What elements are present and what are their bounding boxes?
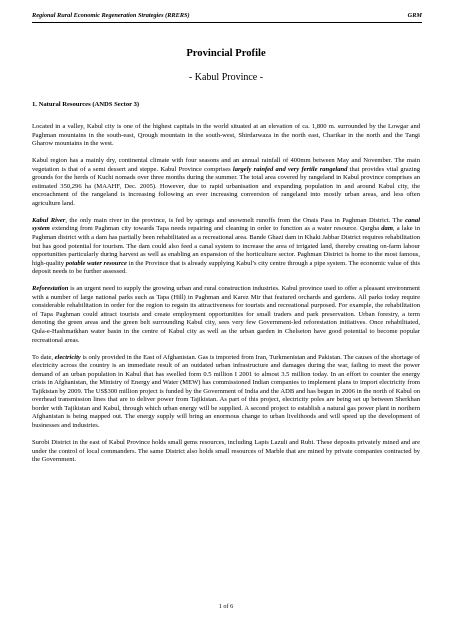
- paragraph-text: is an urgent need to supply the growing urban and rural construction industries. Kabul province used to offer a pleasant environment with a number of large national parks such as Tapa (Hill) in Paghman and Karez Mir that featured orchards and gardens. All parks today require considerable rehabilitation in order for the region to regain its attractiveness for tourists and recreational purposed. For example, the rehabilitation of Tapa Paghman could attract tourists and create employment opportunities for small traders and park preservation. Urban forestry, a term denoting the green areas and the green belt surrounding Kabul city, sees very few Government-led reforestation initiatives. Once rehabilitated, Qula-e-Hashmatkhan water basin in the centre of Kabul city as well as the urban garden in Chelseton have good potential to become popular recreational areas.: [32, 285, 420, 344]
- paragraph-location: [32, 123, 420, 149]
- paragraph-electricity: [32, 354, 420, 431]
- emphasis-dam: dam: [381, 225, 393, 233]
- header-left-text: Regional Rural Economic Regeneration Strategies (RRERS): [32, 12, 190, 19]
- page-subtitle: - Kabul Province -: [188, 72, 264, 83]
- page-number: 1 of 6: [218, 603, 234, 610]
- paragraph-text: that provides vital grazing grounds for the herds of Kuchi nomads over three months during the summer. The total area covered by rangeland in Kabul province comprises an estimated 350,296 ha (MAAHF, Dec. 2005). However, due to rapid urbanisation and expanding population in and around Kabul city, the encroachment of the rangeland is increasing following an ever increasing conversion of rangeland into mostly urban areas, and less often agriculture land.: [32, 165, 420, 207]
- paragraph-text: , a lake in Paghman district with a dam has partially been rehabilitated as a recreational area. Bande Ghazi dam in Khaki Jabbar District requires rehabilitation but has good potential for tourism. The dam could also feed a canal system to increase the area of irrigated land, thereby creating on-farm labour opportunities particularly during harvest as well as enabling an expansion of the horticulture sector. Paghman District is home to the most famous, high-quality: [32, 225, 420, 267]
- paragraph-text: in the Province that is already supplying Kabul’s city centre through a pipe system. The economic value of this deposit needs to be further assessed.: [32, 259, 420, 276]
- paragraph-text: extending from Paghman city towards Tapa needs repairing and cleaning in order to function as a water resource. Qargha: [49, 225, 382, 233]
- emphasis-reforestation: Reforestation: [32, 285, 69, 293]
- emphasis-rangeland: largely rainfed and very fertile rangeland: [232, 165, 348, 173]
- paragraph-text: To date,: [32, 353, 55, 361]
- section-heading: 1. Natural Resources (ANDS Sector 3): [32, 101, 140, 108]
- emphasis-potable-water: potable water resource: [65, 259, 127, 267]
- paragraph-text: is only provided in the East of Afghanistan. Gas is imported from Iran, Turkmenistan and Pakistan. The causes of the shortage of electricity across the country is an immediate result of an outdated urban infrastructure and damages during the war, failing to meet the power demand of an urban population in Kabul that has swelled form 0.5 million I 2001 to almost 3.5 million today. In an effort to counter the energy crisis in Afghanistan, the Ministry of Energy and Water (MEW) has commissioned Indian companies to implement plans to import electricity from Tajikistan by 2009. The US$300 million project is funded by the Government of India and the ADB and has begun in 2006 in the north of Kabul on overhead transmission lines that are to deliver power from Tajikistan. As part of this project, electricity poles are being set up between Sherkhan border with Tajikistan and Kabul, through which urban energy will be supplied. A second project to establish a natural gas power plant in northern Afghanistan is being mapped out. The energy supply will bring an enormous change to urban livelihoods and will speed up the development of businesses and industries.: [32, 353, 420, 429]
- paragraph-text: Surobi District in the east of Kabul Province holds small gems resources, including Lapis Lazuli and Rubi. These deposits privately mined and are under the control of local commanders. The same District also holds small resources of Marble that are mined by private companies contracted by the Government.: [32, 439, 420, 464]
- paragraph-water: [32, 217, 420, 277]
- paragraph-climate: [32, 157, 420, 208]
- paragraph-text: Kabul region has a mainly dry, continental climate with four seasons and an annual rainfall of 400mm between May and November. The main vegetation is that of a semi dessert and steppe. Kabul Province comprises: [32, 157, 420, 173]
- body-text: [32, 123, 420, 473]
- emphasis-kabul-river: Kabul River: [32, 216, 66, 224]
- emphasis-canal-system: canal system: [32, 216, 421, 233]
- emphasis-electricity: electricity: [54, 353, 81, 361]
- page-header: [32, 10, 422, 23]
- header-right-text: GRM: [407, 12, 422, 19]
- page-title: Provincial Profile: [186, 48, 266, 59]
- paragraph-text: Located in a valley, Kabul city is one of the highest capitals in the world situated at an elevation of ca. 1,800 m. surrounded by the Lowgar and Paghman mountains in the south-east, Qrough mountain in the south-west, Shirdarwaza in the north east, Charikar in the north and the Tangi Gharow mountains in the west.: [32, 123, 420, 148]
- paragraph-reforestation: [32, 285, 420, 345]
- paragraph-text: , the only main river in the province, is fed by springs and snowmelt runoffs from the Onais Pass in Paghman District. The: [65, 216, 406, 224]
- paragraph-gems: [32, 439, 420, 465]
